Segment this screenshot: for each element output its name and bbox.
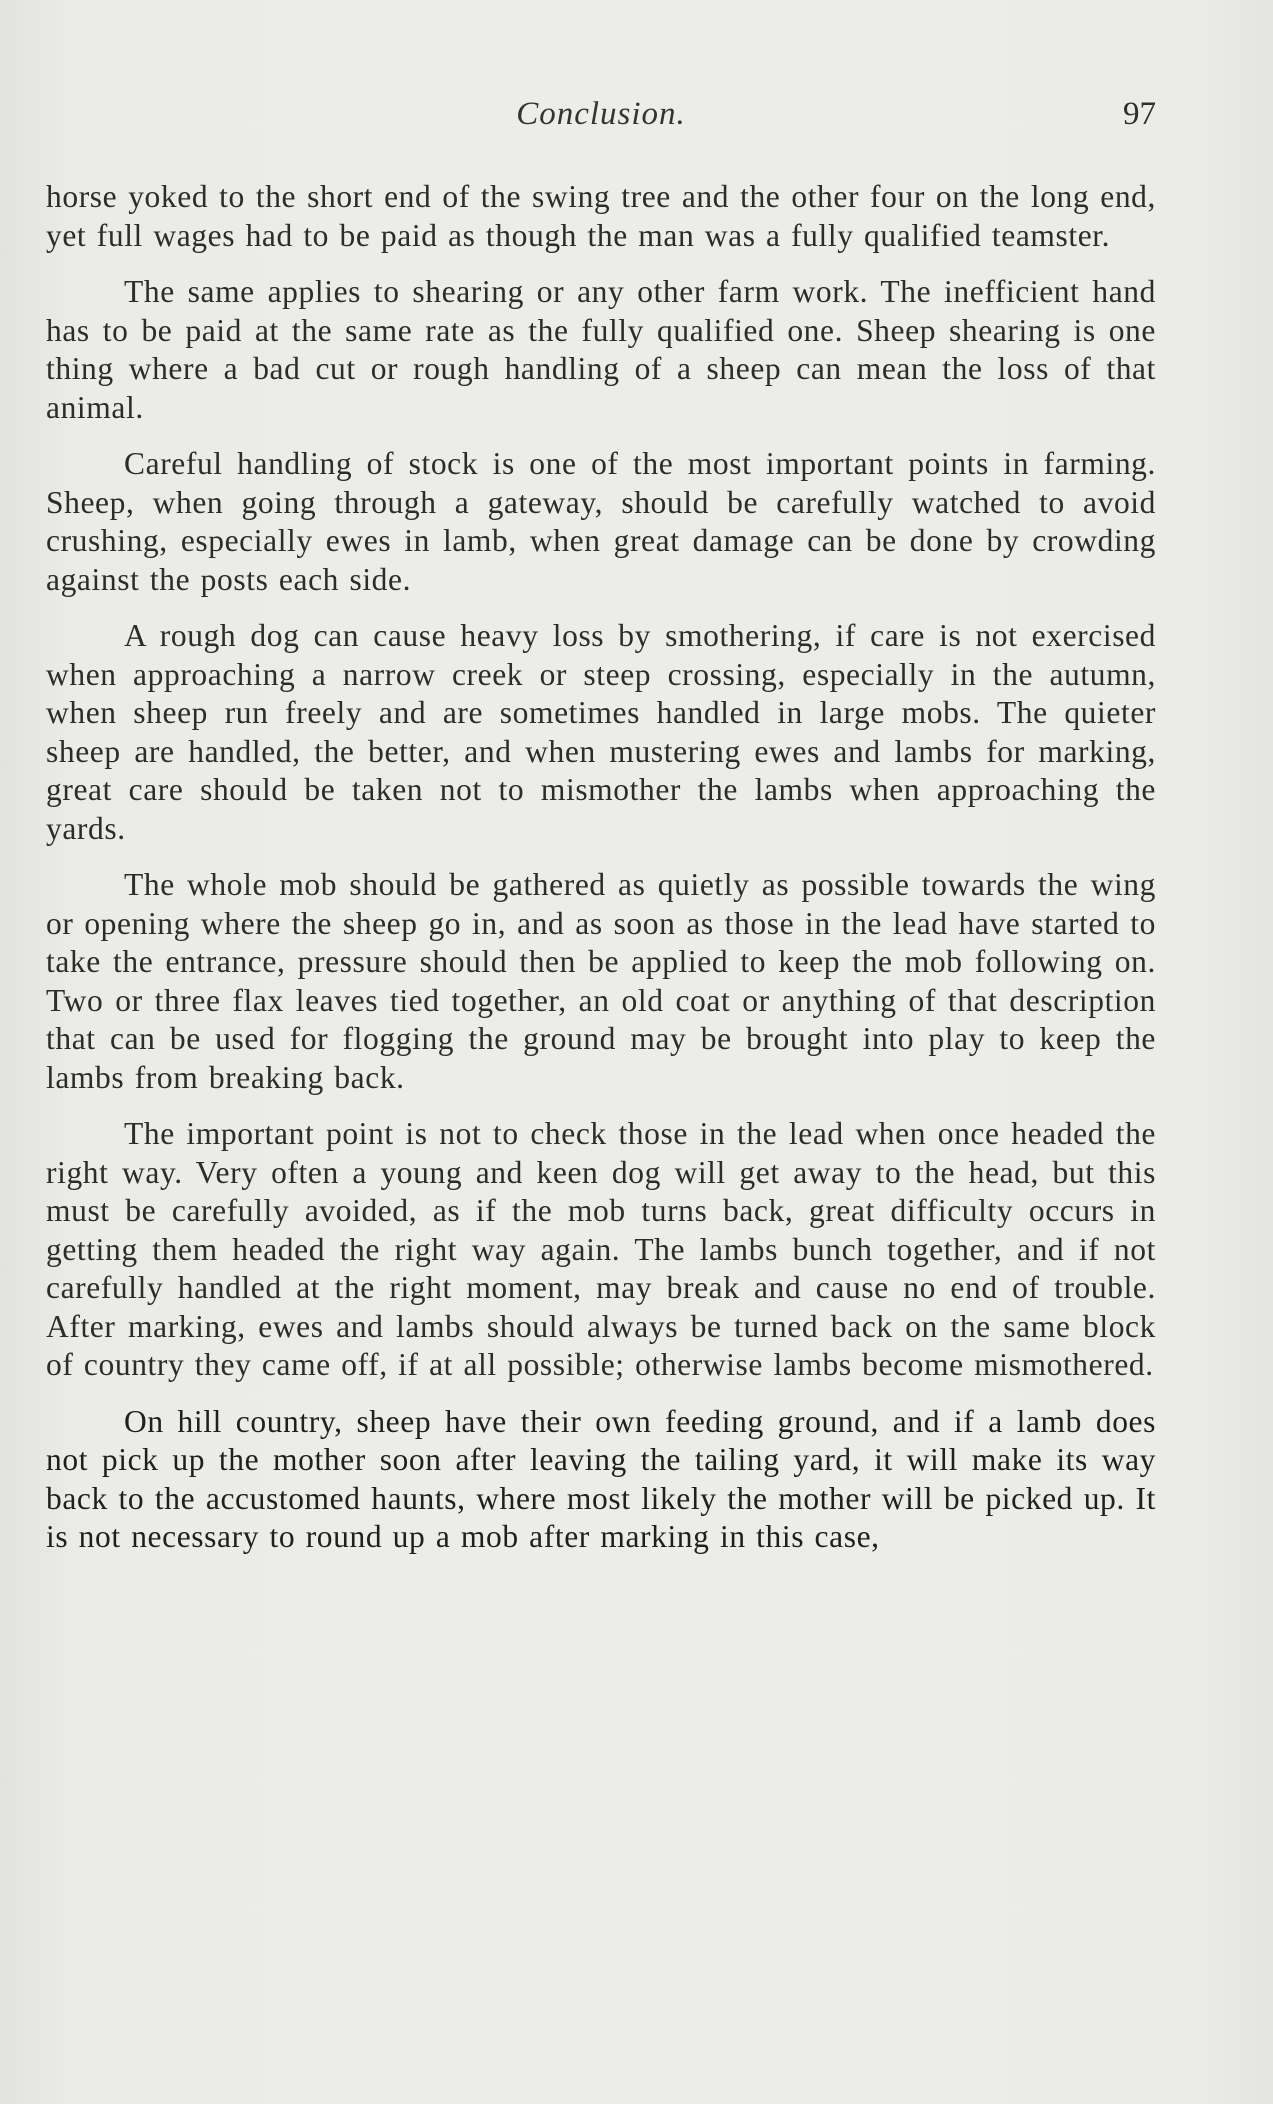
paragraph-rough-dog: A rough dog can cause heavy loss by smothering, if care is not exercised when approaching a narrow creek or steep crossing, especially in the autumn, when sheep run freely and are sometimes handled in large mobs. The quieter sheep are handled, the better, and when mustering ewes and lambs for marking, great care should be taken not to mismother the lambs when approaching the yards. [46,618,1156,846]
paragraph-shearing: The same applies to shearing or any other farm work. The inefficient hand has to be paid at the same rate as the fully qualified one. Sheep shearing is one thing where a bad cut or rough handling of a sheep can mean the loss of that animal. [46,274,1156,425]
paragraph-important-point: The important point is not to check those in the lead when once headed the right way. Very often a young and keen dog will get away to the head, but this must be carefully avoided, as if the mob turns back, great difficulty occurs in getting them headed the right way again. The lambs bunch together, and if not carefully handled at the right moment, may break and cause no end of trouble. After marking, ewes and lambs should always be turned back on the same block of country they came off, if at all possible; otherwise lambs become mismothered. [46,1116,1156,1382]
running-head [46,96,1156,146]
paragraph-continued: horse yoked to the short end of the swing tree and the other four on the long end, yet full wages had to be paid as though the man was a fully qualified teamster. [46,179,1156,253]
paragraph-hill-country: On hill country, sheep have their own feeding ground, and if a lamb does not pick up the mother soon after leaving the tailing yard, it will make its way back to the accustomed haunts, where most likely the mother will be picked up. It is not necessary to round up a mob after marking in this case, [46,1403,1156,1554]
paragraph-handling-stock: Careful handling of stock is one of the most important points in farming. Sheep, when going through a gateway, should be carefully watched to avoid crushing, especially ewes in lamb, when great damage can be done by crowding against the posts each side. [46,446,1156,597]
paragraph-gathering-mob: The whole mob should be gathered as quietly as possible towards the wing or opening where the sheep go in, and as soon as those in the lead have started to take the entrance, pressure should then be applied to keep the mob following on. Two or three flax leaves tied together, an old coat or anything of that description that can be used for flogging the ground may be brought into play to keep the lambs from breaking back. [46,867,1156,1095]
chapter-title: Conclusion. [516,96,686,132]
page-number: 97 [1123,96,1156,132]
body-text [46,178,1156,1575]
